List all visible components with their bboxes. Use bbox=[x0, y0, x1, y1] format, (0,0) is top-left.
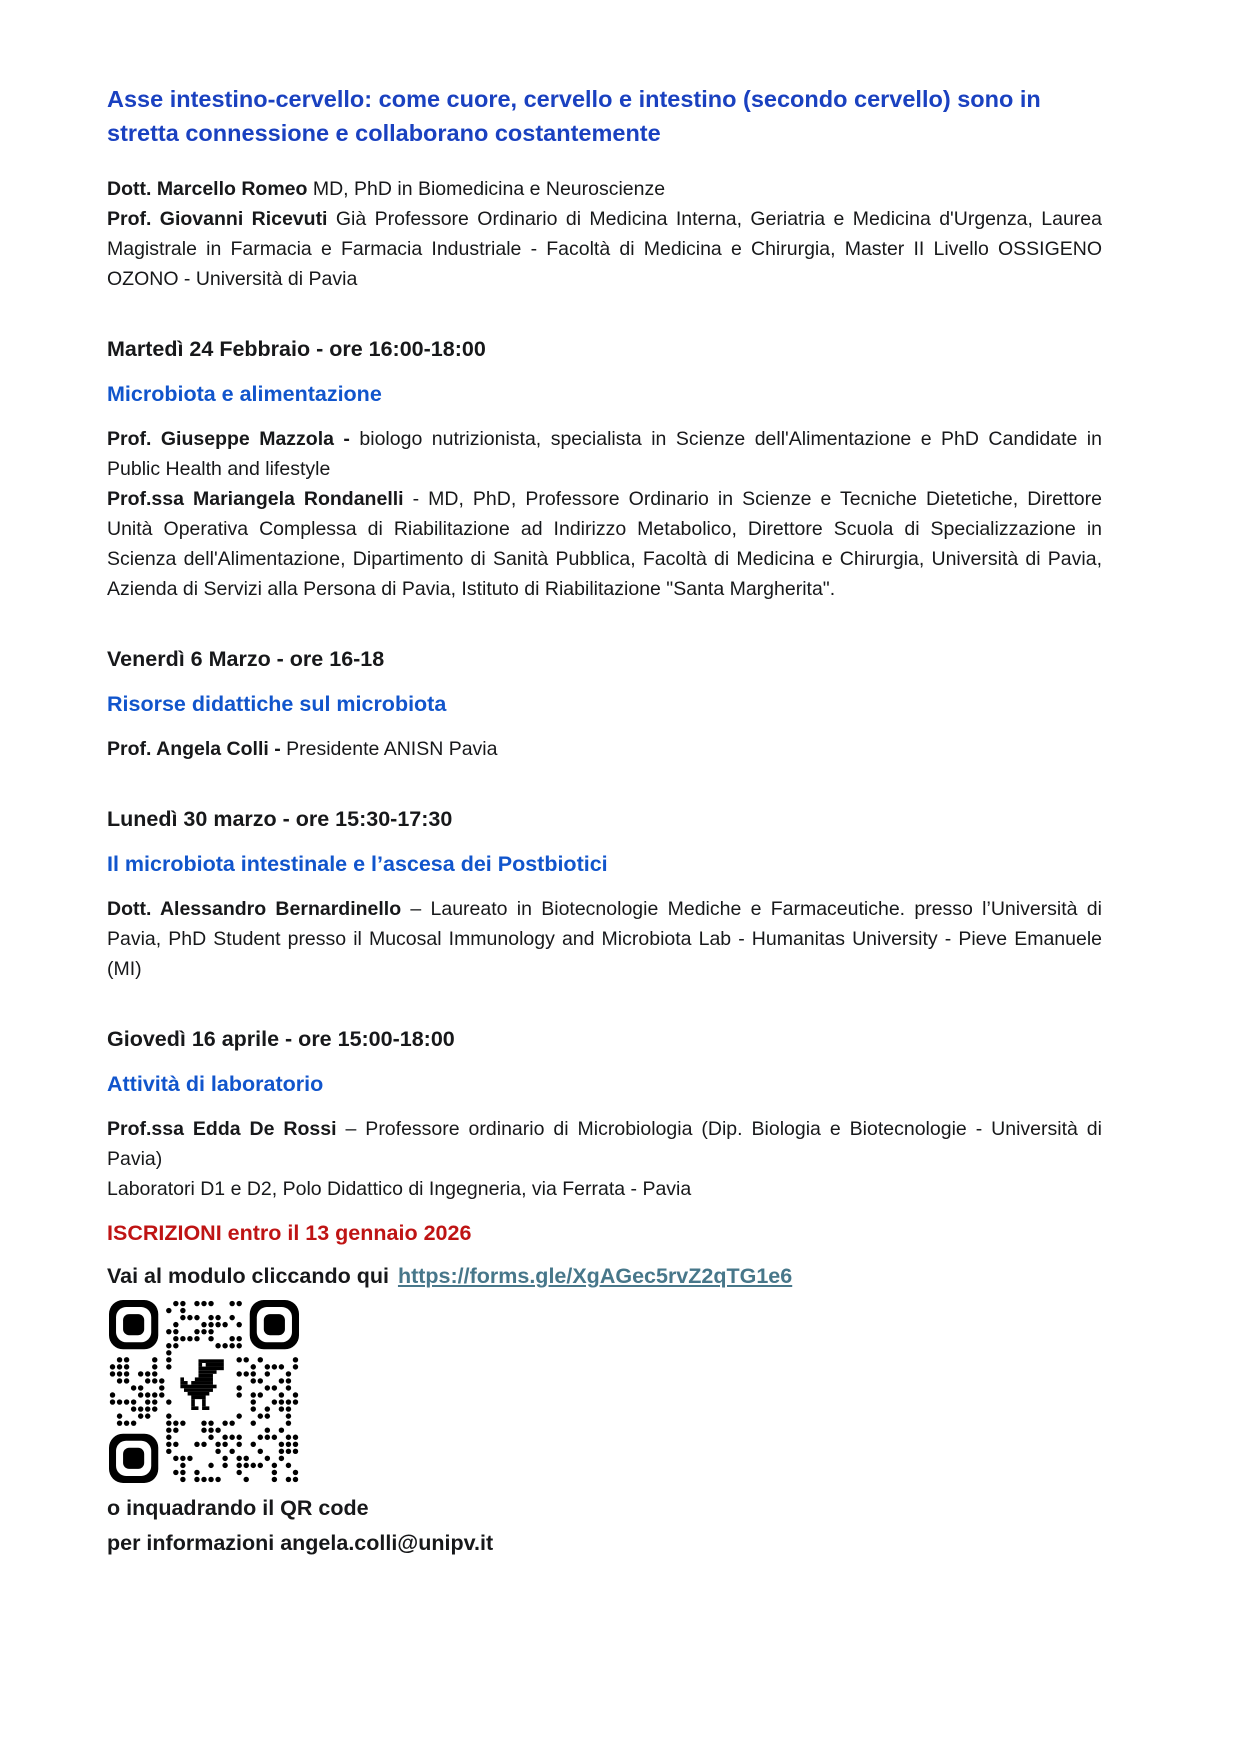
registration-cta-text: Vai al modulo cliccando qui bbox=[107, 1264, 389, 1289]
session-2-speakers-paragraph-1: Prof. Angela Colli - Presidente ANISN Pavia bbox=[107, 738, 498, 761]
registration-form-link[interactable]: https://forms.gle/XgAGec5rvZ2qTG1e6 bbox=[397, 1264, 793, 1289]
registration-cta-line bbox=[107, 1261, 1102, 1292]
session-1-topic-heading: Microbiota e alimentazione bbox=[107, 382, 382, 407]
session-4-date-heading: Giovedì 16 aprile - ore 15:00-18:00 bbox=[107, 1027, 455, 1052]
course-title: Asse intestino-cervello: come cuore, cervello e intestino (secondo cervello) sono in stretta connessione e collaborano costantemente bbox=[107, 86, 1041, 147]
session-2-topic-heading: Risorse didattiche sul microbiota bbox=[107, 692, 447, 717]
qr-code-image bbox=[109, 1300, 299, 1483]
session-3-speakers-paragraph-1: Dott. Alessandro Bernardinello – Laureato in Biotecnologie Mediche e Farmaceutiche. presso l’Università di Pavia, PhD Student presso il Mucosal Immunology and Microbiota Lab - Humanitas University - Pieve Emanuele (MI) bbox=[107, 898, 1102, 981]
session-1-speakers-paragraph-2: Prof.ssa Mariangela Rondanelli - MD, PhD, Professore Ordinario in Scienze e Tecniche Dietetiche, Direttore Unità Operativa Complessa di Riabilitazione ad Indirizzo Metabolico, Direttore Scuola di Specializzazione in Scienza dell'Alimentazione, Dipartimento di Sanità Pubblica, Facoltà di Medicina e Chirurgia, Università di Pavia, Azienda di Servizi alla Persona di Pavia, Istituto di Riabilitazione "Santa Margherita". bbox=[107, 488, 1102, 601]
speakers-intro-paragraph-1: Dott. Marcello Romeo MD, PhD in Biomedicina e Neuroscienze bbox=[107, 178, 666, 201]
session-3-topic-heading: Il microbiota intestinale e l’ascesa dei Postbiotici bbox=[107, 852, 608, 877]
session-1-date-heading: Martedì 24 Febbraio - ore 16:00-18:00 bbox=[107, 337, 486, 362]
qr-caption: o inquadrando il QR code bbox=[107, 1496, 369, 1521]
contact-info-line: per informazioni angela.colli@unipv.it bbox=[107, 1531, 494, 1556]
registration-deadline: ISCRIZIONI entro il 13 gennaio 2026 bbox=[107, 1221, 472, 1246]
session-4-topic-heading: Attività di laboratorio bbox=[107, 1072, 324, 1097]
speakers-intro bbox=[107, 174, 1102, 294]
session-3-date-heading: Lunedì 30 marzo - ore 15:30-17:30 bbox=[107, 807, 453, 832]
session-4-location-paragraph: Laboratori D1 e D2, Polo Didattico di Ingegneria, via Ferrata - Pavia bbox=[107, 1178, 692, 1201]
session-4-speakers-paragraph-1: Prof.ssa Edda De Rossi – Professore ordinario di Microbiologia (Dip. Biologia e Biotecnologie - Università di Pavia) bbox=[107, 1118, 1102, 1171]
speakers-intro-paragraph-2: Prof. Giovanni Ricevuti Già Professore Ordinario di Medicina Interna, Geriatria e Medicina d'Urgenza, Laurea Magistrale in Farmacia e Farmacia Industriale - Facoltà di Medicina e Chirurgia, Master II Livello OSSIGENO OZONO - Università di Pavia bbox=[107, 208, 1102, 291]
session-1-speakers-paragraph-1: Prof. Giuseppe Mazzola - biologo nutrizionista, specialista in Scienze dell'Alimentazione e PhD Candidate in Public Health and lifestyle bbox=[107, 428, 1102, 481]
session-2-date-heading: Venerdì 6 Marzo - ore 16-18 bbox=[107, 647, 385, 672]
chrome-dino-icon bbox=[180, 1359, 223, 1410]
